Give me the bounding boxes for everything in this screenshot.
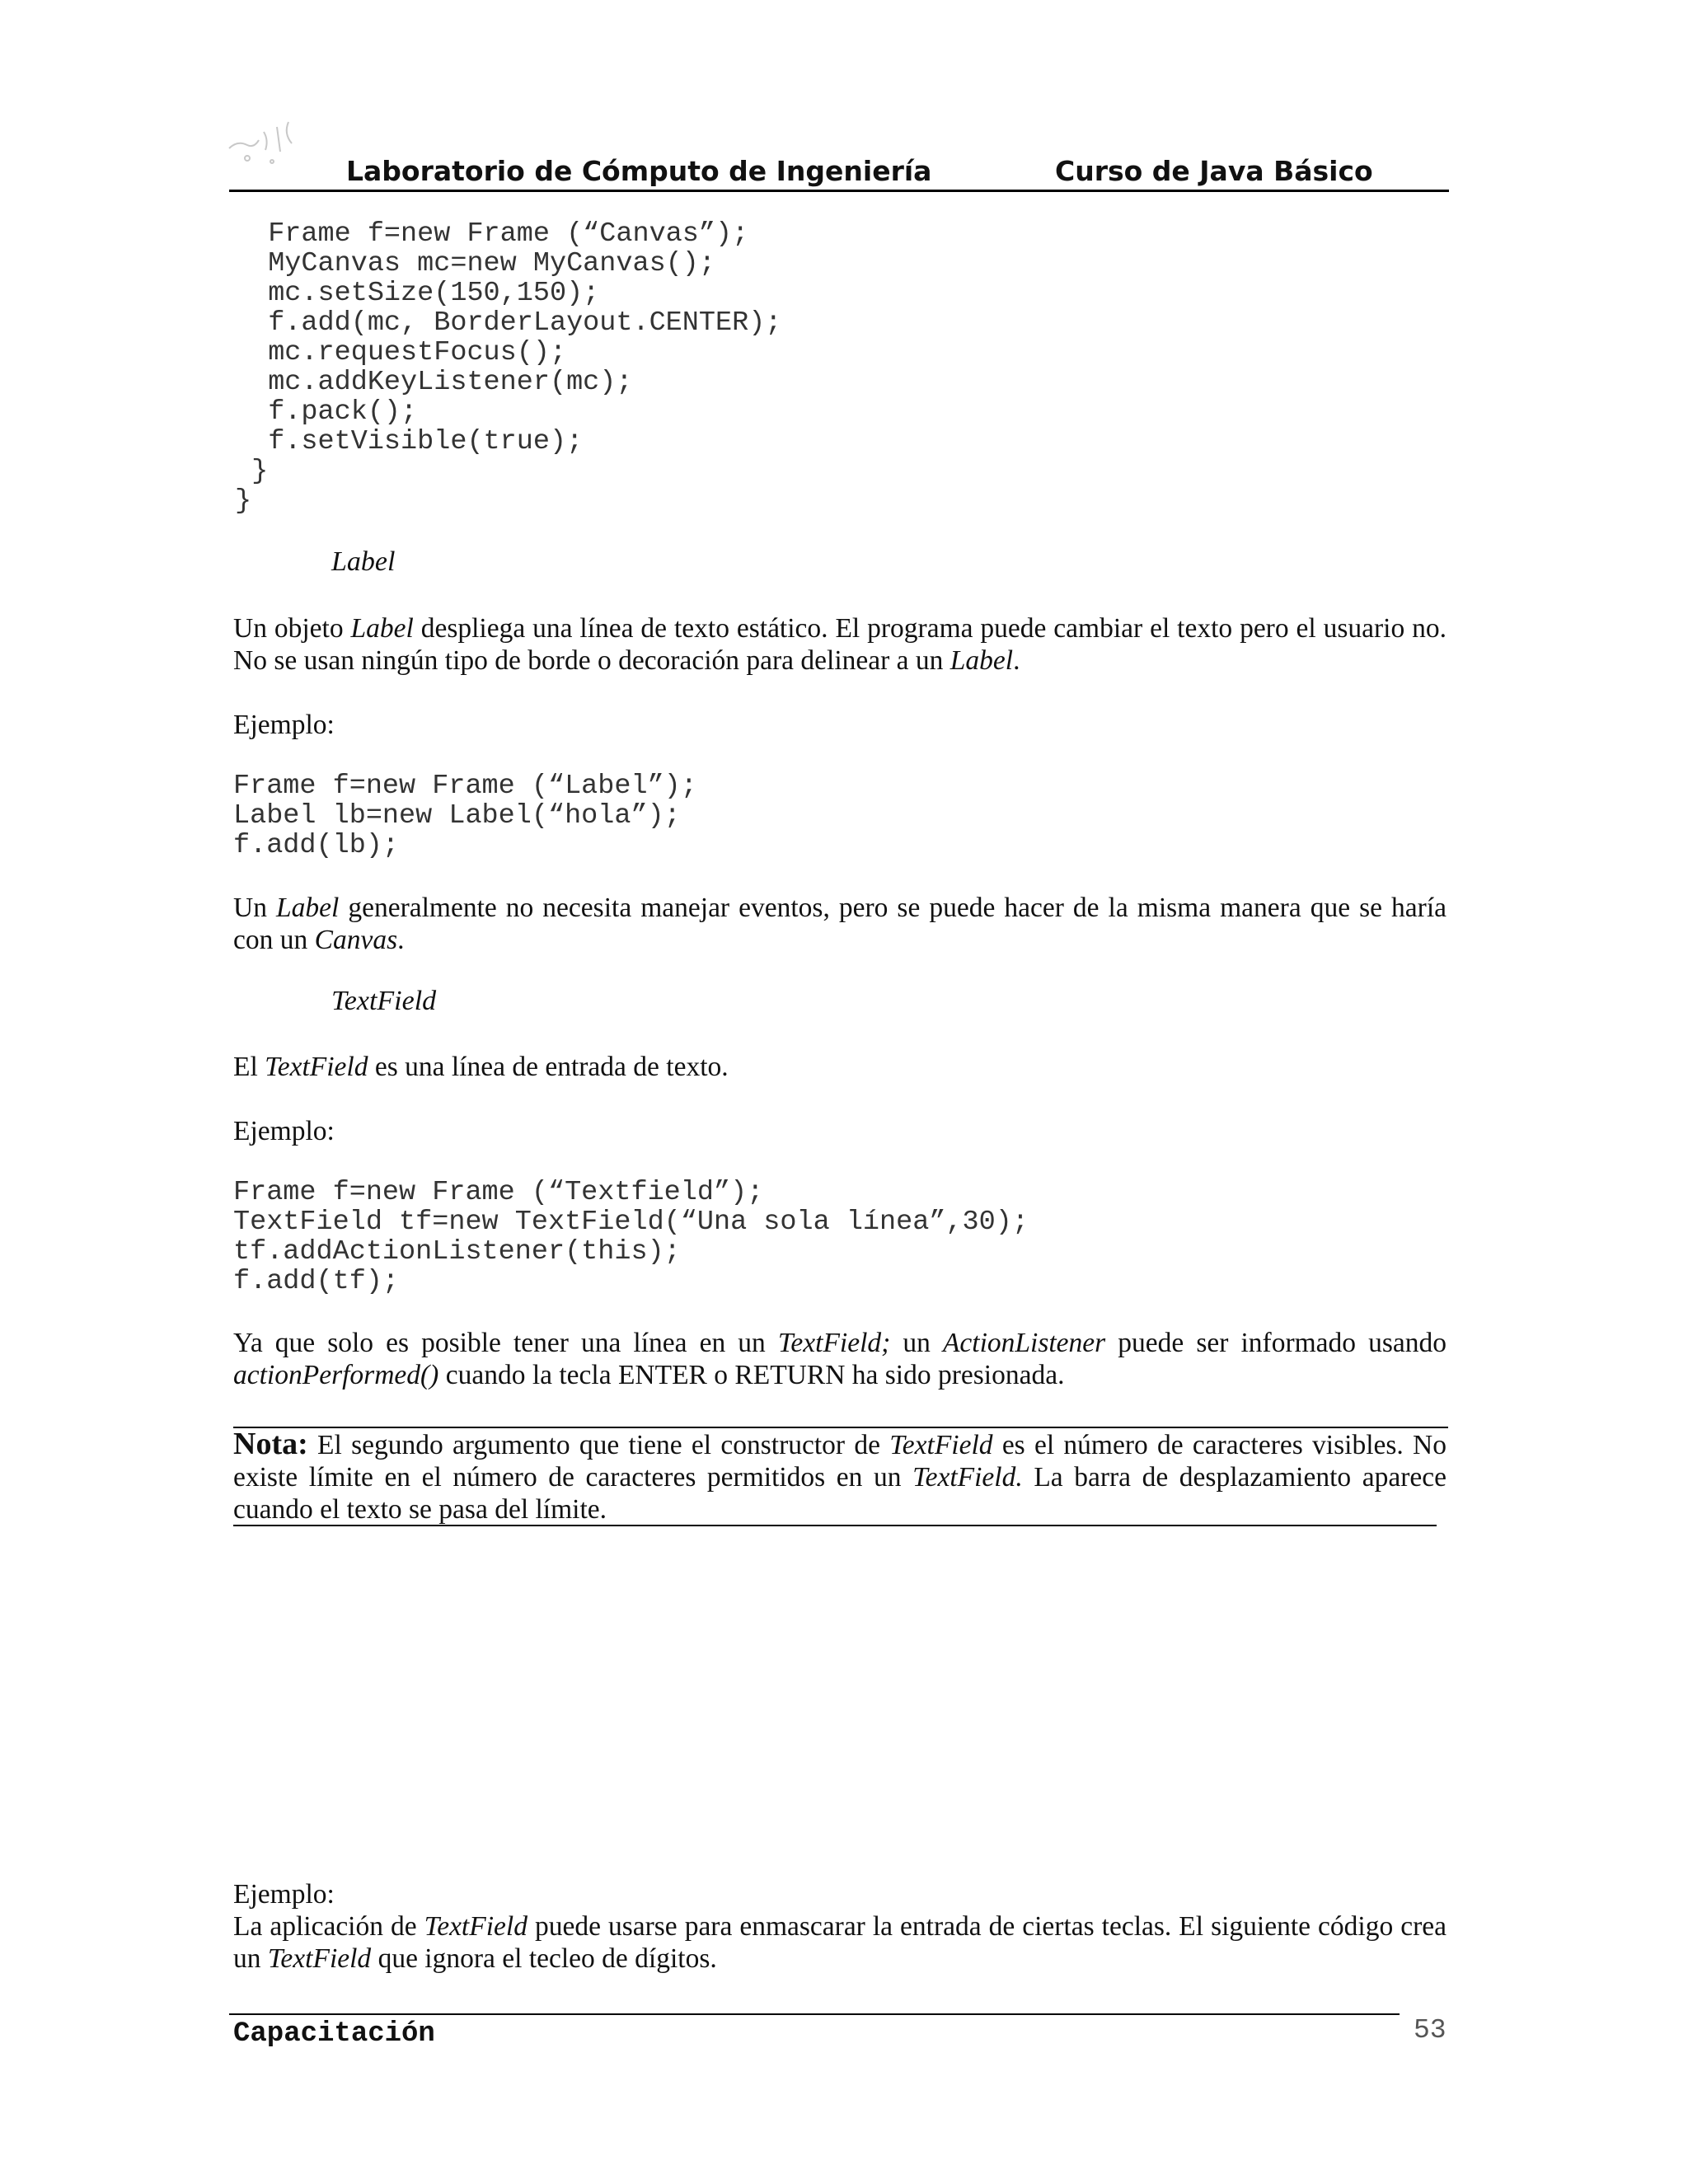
code-line: MyCanvas mc=new MyCanvas();	[235, 248, 715, 279]
note-bottom-rule	[233, 1525, 1437, 1526]
code-line: Label lb=new Label(“hola”);	[233, 800, 681, 832]
label-description: Un objeto Label despliega una línea de texto estático. El programa puede cambiar el texto pero el usuario no. No se usan ningún tipo de borde o decoración para delinear a un Label.	[233, 613, 1447, 676]
code-block-canvas	[235, 219, 781, 516]
note-box: Nota: El segundo argumento que tiene el constructor de TextField es el número de caracteres visibles. No existe límite en el número de caracteres permitidos en un TextField. La barra de desplazamiento aparece cuando el texto se pasa del límite.	[233, 1427, 1447, 1525]
code-line: f.setVisible(true);	[235, 426, 584, 457]
textfield-description: El TextField es una línea de entrada de texto.	[233, 1052, 729, 1082]
section-heading-label: Label	[331, 546, 396, 577]
page-number: 53	[1414, 2015, 1447, 2046]
code-block-label	[233, 771, 697, 860]
code-line: mc.addKeyListener(mc);	[235, 367, 633, 398]
code-line: tf.addActionListener(this);	[233, 1236, 681, 1268]
example-label: Ejemplo:	[233, 710, 335, 740]
label-events-paragraph: Un Label generalmente no necesita manejar eventos, pero se puede hacer de la misma manera que se haría con un Canvas.	[233, 893, 1447, 955]
code-line: TextField tf=new TextField(“Una sola línea”,30);	[233, 1207, 1029, 1238]
note-label: Nota:	[233, 1427, 308, 1461]
code-line: }	[235, 485, 252, 517]
section-heading-textfield: TextField	[331, 986, 437, 1016]
textfield-actionlistener-paragraph: Ya que solo es posible tener una línea en un TextField; un ActionListener puede ser informado usando actionPerformed() cuando la tecla ENTER o RETURN ha sido presionada.	[233, 1328, 1447, 1390]
code-block-textfield	[233, 1178, 1029, 1296]
faded-logo-icon	[223, 115, 321, 173]
code-line: mc.setSize(150,150);	[235, 278, 600, 309]
code-line: f.add(lb);	[233, 830, 400, 861]
code-line: mc.requestFocus();	[235, 337, 567, 368]
example-label: Ejemplo:	[233, 1879, 335, 1910]
footer-left-text: Capacitación	[233, 2018, 435, 2050]
final-example-paragraph: La aplicación de TextField puede usarse para enmascarar la entrada de ciertas teclas. El siguiente código crea un TextField que ignora el tecleo de dígitos.	[233, 1911, 1447, 1974]
code-line: f.add(mc, BorderLayout.CENTER);	[235, 307, 782, 339]
code-line: f.pack();	[235, 396, 418, 428]
footer-rule	[229, 2013, 1400, 2015]
header-left-title: Laboratorio de Cómputo de Ingeniería	[346, 155, 932, 187]
example-label: Ejemplo:	[233, 1116, 335, 1146]
code-line: Frame f=new Frame (“Label”);	[233, 771, 697, 802]
code-line: Frame f=new Frame (“Canvas”);	[235, 218, 749, 250]
header-rule	[229, 190, 1449, 192]
code-line: Frame f=new Frame (“Textfield”);	[233, 1177, 764, 1208]
code-line: }	[235, 456, 269, 487]
header-right-title: Curso de Java Básico	[1055, 155, 1373, 187]
code-line: f.add(tf);	[233, 1266, 400, 1297]
